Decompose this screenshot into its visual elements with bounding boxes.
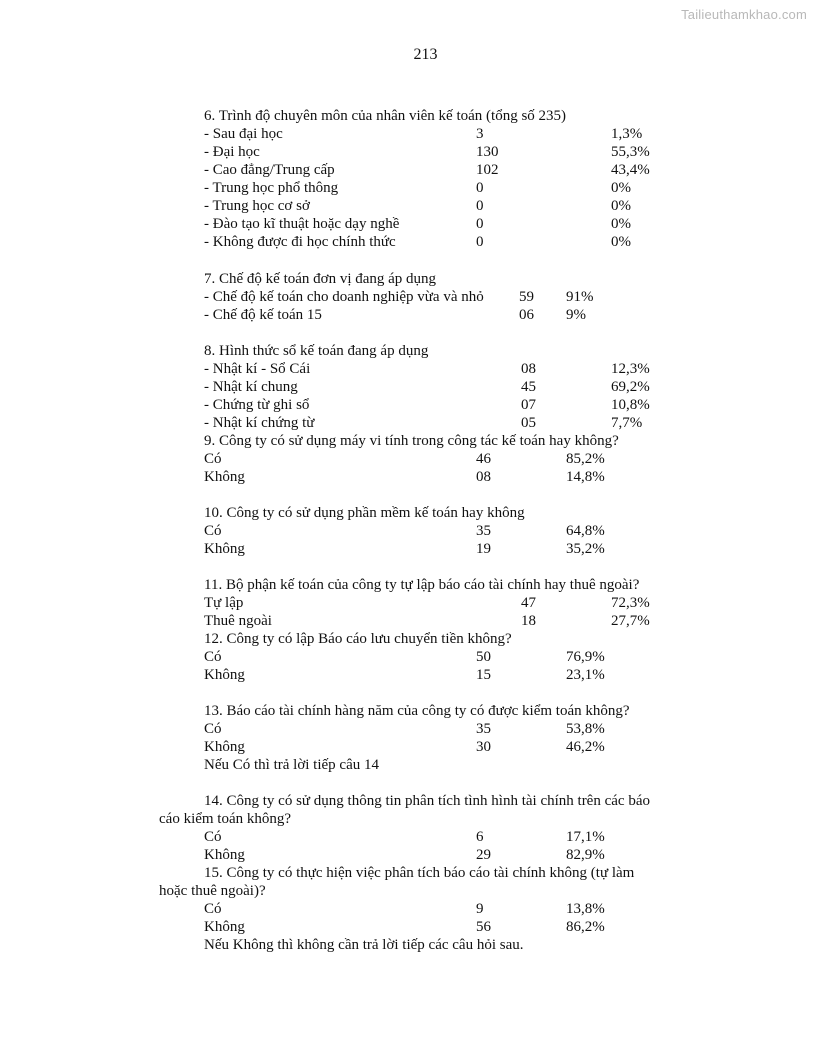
q6-row-pct: 0% xyxy=(611,180,631,196)
q9-row-pct: 85,2% xyxy=(566,451,605,467)
q6-row-label: - Không được đi học chính thức xyxy=(204,234,396,250)
q15-row-label: Có xyxy=(204,901,222,917)
q15-row-pct: 13,8% xyxy=(566,901,605,917)
watermark-text: Tailieuthamkhao.com xyxy=(681,7,807,22)
q10-row-label: Không xyxy=(204,541,245,557)
q9-row-pct: 14,8% xyxy=(566,469,605,485)
q6-row-count: 3 xyxy=(476,126,484,142)
q6-row-count: 0 xyxy=(476,180,484,196)
q14-row-count: 6 xyxy=(476,829,484,845)
q8-row-label: - Nhật kí - Sổ Cái xyxy=(204,361,311,377)
q9-heading: 9. Công ty có sử dụng máy vi tính trong công tác kế toán hay không? xyxy=(204,433,619,449)
q6-row-pct: 1,3% xyxy=(611,126,643,142)
q6-row-count: 0 xyxy=(476,234,484,250)
q15-row-pct: 86,2% xyxy=(566,919,605,935)
q8-row-pct: 10,8% xyxy=(611,397,650,413)
q13-row-count: 35 xyxy=(476,721,491,737)
q6-row-count: 0 xyxy=(476,198,484,214)
q6-row-label: - Đào tạo kĩ thuật hoặc dạy nghề xyxy=(204,216,400,232)
q15-heading-line: hoặc thuê ngoài)? xyxy=(159,883,266,899)
q8-row-label: - Nhật kí chung xyxy=(204,379,298,395)
q14-row-label: Không xyxy=(204,847,245,863)
q12-row-count: 15 xyxy=(476,667,491,683)
q8-row-count: 08 xyxy=(521,361,536,377)
q8-row-count: 05 xyxy=(521,415,536,431)
q11-row-count: 18 xyxy=(521,613,536,629)
q6-row-pct: 0% xyxy=(611,216,631,232)
q10-row-count: 19 xyxy=(476,541,491,557)
q12-row-label: Có xyxy=(204,649,222,665)
q14-row-label: Có xyxy=(204,829,222,845)
q13-row-count: 30 xyxy=(476,739,491,755)
q6-row-count: 0 xyxy=(476,216,484,232)
q15-row-count: 9 xyxy=(476,901,484,917)
q11-row-pct: 72,3% xyxy=(611,595,650,611)
q11-row-pct: 27,7% xyxy=(611,613,650,629)
q15-heading-line: 15. Công ty có thực hiện việc phân tích báo cáo tài chính không (tự làm xyxy=(204,865,635,881)
q8-heading: 8. Hình thức sổ kế toán đang áp dụng xyxy=(204,343,429,359)
q6-row-pct: 0% xyxy=(611,198,631,214)
q9-row-label: Có xyxy=(204,451,222,467)
page-number: 213 xyxy=(413,46,438,63)
q8-row-count: 45 xyxy=(521,379,536,395)
q7-row-pct: 9% xyxy=(566,307,586,323)
q12-heading: 12. Công ty có lập Báo cáo lưu chuyển tiền không? xyxy=(204,631,512,647)
q15-row-label: Không xyxy=(204,919,245,935)
q6-row-label: - Cao đẳng/Trung cấp xyxy=(204,162,335,178)
q14-row-count: 29 xyxy=(476,847,491,863)
q11-row-label: Tự lập xyxy=(204,595,244,611)
q10-row-pct: 35,2% xyxy=(566,541,605,557)
q6-row-label: - Trung học cơ sở xyxy=(204,198,310,214)
q6-row-label: - Sau đại học xyxy=(204,126,283,142)
q15-row-count: 56 xyxy=(476,919,491,935)
q9-row-count: 46 xyxy=(476,451,491,467)
q13-heading: 13. Báo cáo tài chính hàng năm của công ty có được kiểm toán không? xyxy=(204,703,630,719)
q8-row-pct: 69,2% xyxy=(611,379,650,395)
q7-row-count: 06 xyxy=(519,307,534,323)
q6-row-pct: 43,4% xyxy=(611,162,650,178)
q13-note: Nếu Có thì trả lời tiếp câu 14 xyxy=(204,757,379,773)
q11-row-label: Thuê ngoài xyxy=(204,613,272,629)
q8-row-count: 07 xyxy=(521,397,536,413)
q7-row-count: 59 xyxy=(519,289,534,305)
q10-row-pct: 64,8% xyxy=(566,523,605,539)
q6-row-label: - Trung học phổ thông xyxy=(204,180,339,196)
q10-heading: 10. Công ty có sử dụng phần mềm kế toán hay không xyxy=(204,505,525,521)
q11-heading: 11. Bộ phận kế toán của công ty tự lập báo cáo tài chính hay thuê ngoài? xyxy=(204,577,640,593)
q15-note: Nếu Không thì không cần trả lời tiếp các câu hỏi sau. xyxy=(204,937,524,953)
q13-row-pct: 46,2% xyxy=(566,739,605,755)
q8-row-label: - Nhật kí chứng từ xyxy=(204,415,315,431)
q7-row-label: - Chế độ kế toán cho doanh nghiệp vừa và nhỏ xyxy=(204,289,484,305)
q6-row-pct: 0% xyxy=(611,234,631,250)
q6-heading: 6. Trình độ chuyên môn của nhân viên kế toán (tổng số 235) xyxy=(204,108,567,124)
q6-row-count: 102 xyxy=(476,162,499,178)
q8-row-pct: 12,3% xyxy=(611,361,650,377)
q7-row-pct: 91% xyxy=(566,289,594,305)
q14-heading-line: 14. Công ty có sử dụng thông tin phân tích tình hình tài chính trên các báo xyxy=(204,793,650,809)
q6-row-label: - Đại học xyxy=(204,144,260,160)
q14-heading-line: cáo kiểm toán không? xyxy=(159,811,292,827)
q6-row-pct: 55,3% xyxy=(611,144,650,160)
q12-row-pct: 23,1% xyxy=(566,667,605,683)
q6-row-count: 130 xyxy=(476,144,499,160)
q8-row-label: - Chứng từ ghi sổ xyxy=(204,397,310,413)
q10-row-label: Có xyxy=(204,523,222,539)
q7-row-label: - Chế độ kế toán 15 xyxy=(204,307,322,323)
q13-row-pct: 53,8% xyxy=(566,721,605,737)
q8-row-pct: 7,7% xyxy=(611,415,643,431)
q9-row-label: Không xyxy=(204,469,245,485)
q14-row-pct: 82,9% xyxy=(566,847,605,863)
q12-row-label: Không xyxy=(204,667,245,683)
q13-row-label: Không xyxy=(204,739,245,755)
q13-row-label: Có xyxy=(204,721,222,737)
q9-row-count: 08 xyxy=(476,469,491,485)
q12-row-count: 50 xyxy=(476,649,491,665)
q12-row-pct: 76,9% xyxy=(566,649,605,665)
q7-heading: 7. Chế độ kế toán đơn vị đang áp dụng xyxy=(204,271,437,287)
q14-row-pct: 17,1% xyxy=(566,829,605,845)
q10-row-count: 35 xyxy=(476,523,491,539)
q11-row-count: 47 xyxy=(521,595,536,611)
